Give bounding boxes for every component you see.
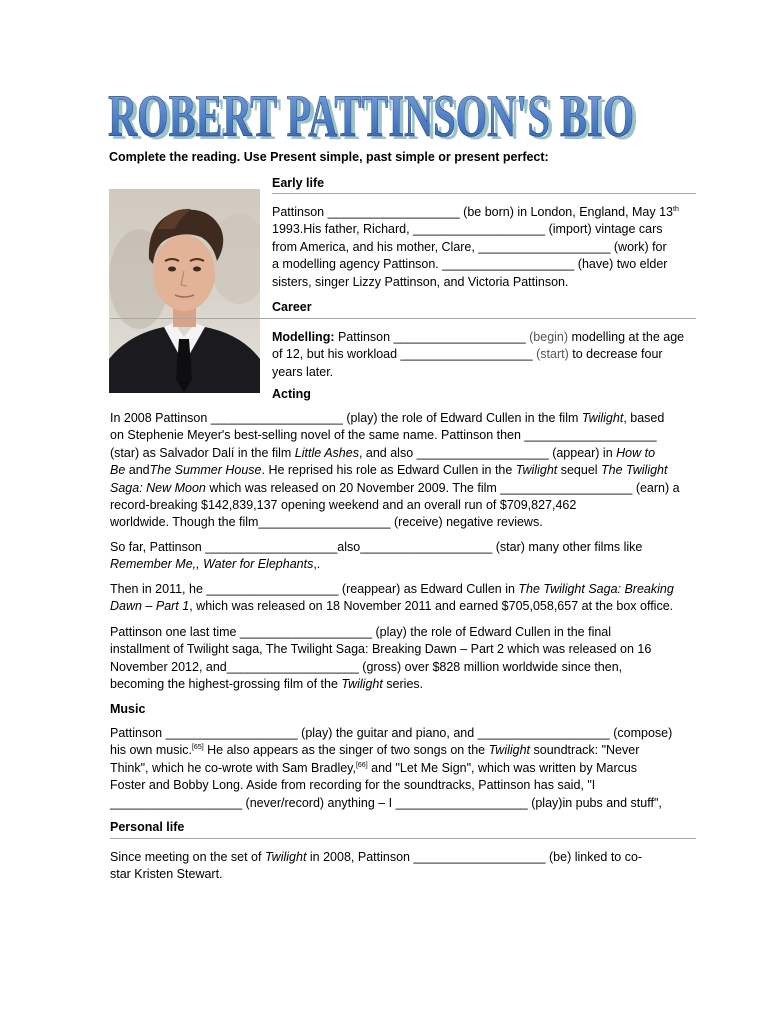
page-title	[108, 82, 648, 152]
section-heading-acting: Acting	[272, 387, 311, 401]
section-divider	[272, 193, 696, 194]
acting-paragraph-4: Pattinson one last time ___________________ (play) the role of Edward Cullen in the final installment of Twilight saga, The Twilight Saga: Breaking Dawn – Part 2 which was released on 16 November 2012, and___________________ (gross) over $828 million worldwide since then, becoming the highest-grossing film of the Twilight series.	[110, 625, 652, 692]
section-divider	[110, 318, 696, 319]
acting-paragraph-1: In 2008 Pattinson ___________________ (play) the role of Edward Cullen in the film Twilight, based on Stephenie Meyer's best-selling novel of the same name. Pattinson then ___________________ (star) as Salvador Dalí in the film Little Ashes, and also ___________________ (appear) in How to Be andThe Summer House. He reprised his role as Edward Cullen in the Twilight sequel The Twilight Saga: New Moon which was released on 20 November 2009. The film ___________________ (earn) a record-breaking $142,839,137 opening weekend and an overall run of $709,827,462 worldwide. Though the film___________________ (receive) negative reviews.	[110, 411, 680, 530]
acting-paragraph-2: So far, Pattinson ___________________also___________________ (star) many other films like Remember Me,, Water for Elephants,.	[110, 540, 643, 572]
portrait-photo	[109, 189, 260, 393]
acting-paragraph-3: Then in 2011, he ___________________ (reappear) as Edward Cullen in The Twilight Saga: Breaking Dawn – Part 1, which was released on 18 November 2011 and earned $705,058,657 at the box office.	[110, 582, 674, 614]
early-life-paragraph: Pattinson ___________________ (be born) in London, England, May 13th 1993.His father, Richard, ___________________ (import) vintage cars from America, and his mother, Clare, ___________________ (work) for a modelling agency Pattinson. ___________________ (have) two elder sisters, singer Lizzy Pattinson, and Victoria Pattinson.	[272, 205, 679, 289]
section-heading-music: Music	[110, 702, 146, 716]
title-shadow: ROBERT PATTINSON'S BIO	[112, 86, 638, 152]
instruction: Complete the reading. Use Present simple, past simple or present perfect:	[109, 150, 549, 164]
music-paragraph: Pattinson ___________________ (play) the guitar and piano, and ___________________ (compose) his own music.[65] He also appears as the singer of two songs on the Twilight soundtrack: "Never Think", which he co-wrote with Sam Bradley,[66] and "Let Me Sign", which was written by Marcus Foster and Bobby Long. Aside from recording for the soundtracks, Pattinson has said, "I ___________________ (never/record) anything – I ___________________ (play)in pubs and stuff",	[110, 726, 673, 810]
personal-life-paragraph: Since meeting on the set of Twilight in 2008, Pattinson ___________________ (be) linked to co- star Kristen Stewart.	[110, 850, 643, 882]
career-paragraph: Modelling: Pattinson ___________________ (begin) modelling at the age of 12, but his workload ___________________ (start) to decrease four years later.	[272, 330, 685, 379]
title-text: ROBERT PATTINSON'S BIO	[108, 83, 634, 149]
section-heading-early-life: Early life	[272, 176, 325, 190]
section-heading-personal-life: Personal life	[110, 820, 185, 834]
section-divider	[110, 838, 696, 839]
section-heading-career: Career	[272, 300, 312, 314]
